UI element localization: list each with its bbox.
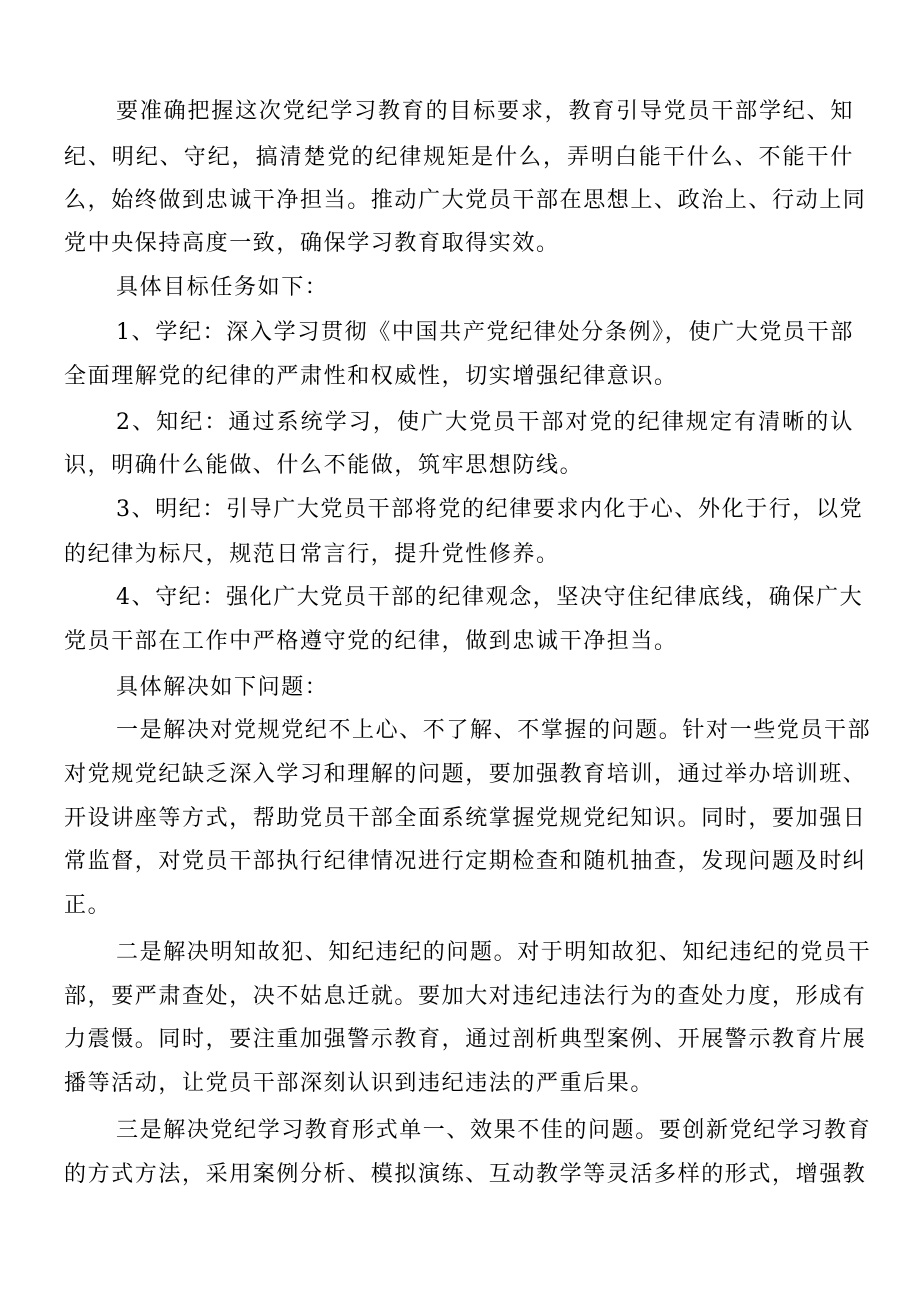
text-line: 具体目标任务如下： bbox=[116, 275, 329, 300]
text-line: 1、学纪：深入学习贯彻《中国共产党纪律处分条例》，使广大党员干部 bbox=[116, 320, 854, 345]
text-line: 么，始终做到忠诚干净担当。推动广大党员干部在思想上、政治上、行动上同 bbox=[64, 188, 867, 213]
text-line: 2、知纪：通过系统学习，使广大党员干部对党的纪律规定有清晰的认 bbox=[116, 410, 854, 435]
text-line: 3、明纪：引导广大党员干部将党的纪律要求内化于心、外化于行，以党 bbox=[116, 497, 864, 522]
text-line: 常监督，对党员干部执行纪律情况进行定期检查和随机抽查，发现问题及时纠 bbox=[64, 849, 867, 874]
text-line: 部，要严肃查处，决不姑息迁就。要加大对违纪违法行为的查处力度，形成有 bbox=[64, 984, 867, 1009]
text-line: 纪、明纪、守纪，搞清楚党的纪律规矩是什么，弄明白能干什么、不能干什 bbox=[64, 145, 854, 170]
text-line: 正。 bbox=[64, 893, 112, 918]
text-line: 党中央保持高度一致，确保学习教育取得实效。 bbox=[64, 231, 560, 256]
text-line: 全面理解党的纪律的严肃性和权威性，切实增强纪律意识。 bbox=[64, 364, 678, 389]
text-line: 要准确把握这次党纪学习教育的目标要求，教育引导党员干部学纪、知 bbox=[116, 99, 854, 124]
text-line: 党员干部在工作中严格遵守党的纪律，做到忠诚干净担当。 bbox=[64, 629, 678, 654]
text-line: 的纪律为标尺，规范日常言行，提升党性修养。 bbox=[64, 542, 560, 567]
text-line: 力震慑。同时，要注重加强警示教育，通过剖析典型案例、开展警示教育片展 bbox=[64, 1027, 867, 1052]
text-line: 具体解决如下问题： bbox=[116, 675, 329, 700]
text-line: 识，明确什么能做、什么不能做，筑牢思想防线。 bbox=[64, 453, 584, 478]
text-line: 4、守纪：强化广大党员干部的纪律观念，坚决守住纪律底线，确保广大 bbox=[116, 585, 864, 610]
text-line: 三是解决党纪学习教育形式单一、效果不佳的问题。要创新党纪学习教育 bbox=[116, 1118, 872, 1143]
text-line: 开设讲座等方式，帮助党员干部全面系统掌握党规党纪知识。同时，要加强日 bbox=[64, 806, 867, 831]
text-line: 对党规党纪缺乏深入学习和理解的问题，要加强教育培训，通过举办培训班、 bbox=[64, 762, 867, 787]
text-line: 播等活动，让党员干部深刻认识到违纪违法的严重后果。 bbox=[64, 1071, 655, 1096]
text-line: 的方式方法，采用案例分析、模拟演练、互动教学等灵活多样的形式，增强教 bbox=[64, 1162, 867, 1187]
text-line: 一是解决对党规党纪不上心、不了解、不掌握的问题。针对一些党员干部 bbox=[116, 718, 872, 743]
text-line: 二是解决明知故犯、知纪违纪的问题。对于明知故犯、知纪违纪的党员干 bbox=[116, 940, 872, 965]
